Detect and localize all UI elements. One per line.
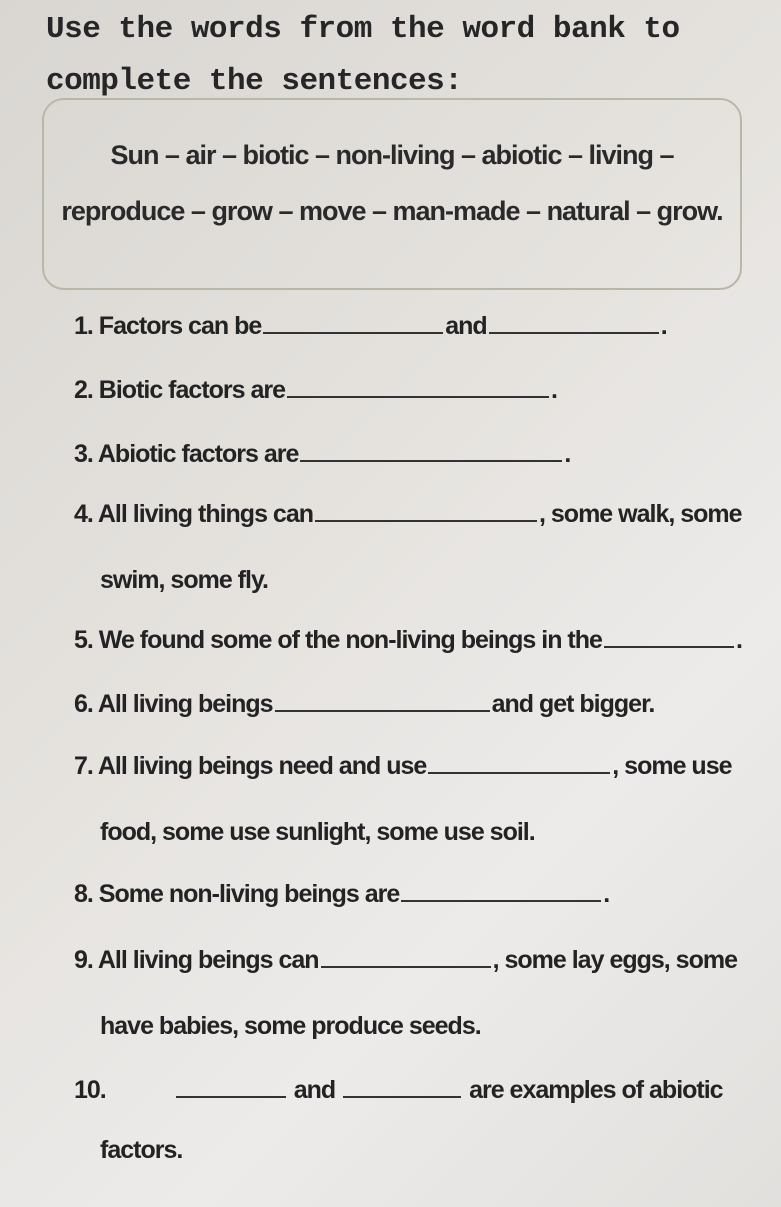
question-8 — [74, 880, 609, 909]
question-3 — [74, 440, 570, 469]
question-9-blank[interactable] — [321, 948, 491, 968]
question-9 — [74, 946, 737, 975]
question-8-blank[interactable] — [401, 882, 601, 902]
question-6-end: and get bigger. — [491, 690, 655, 718]
question-1 — [74, 312, 667, 341]
question-7-text: 7. All living beings need and use — [74, 752, 427, 780]
question-7-continuation: food, some use sunlight, some use soil. — [100, 818, 535, 846]
question-1-end: . — [660, 312, 667, 340]
question-7-blank[interactable] — [428, 754, 610, 774]
question-9-text: 9. All living beings can — [74, 946, 319, 974]
question-4 — [74, 500, 742, 529]
question-2-text: 2. Biotic factors are — [74, 376, 286, 404]
question-10-blank-1[interactable] — [176, 1078, 286, 1098]
question-3-blank[interactable] — [300, 442, 562, 462]
question-10-continuation: factors. — [100, 1136, 183, 1164]
question-4-text: 4. All living things can — [74, 500, 314, 528]
question-1-blank-1[interactable] — [263, 314, 443, 334]
word-bank-box — [42, 98, 742, 290]
question-8-text: 8. Some non-living beings are — [74, 880, 400, 908]
question-10-connector: and — [293, 1076, 336, 1104]
word-bank-line-1: Sun – air – biotic – non-living – abiotic – living – — [110, 140, 674, 170]
instructions: Use the words from the word bank to complete the sentences: — [46, 12, 680, 99]
question-2 — [74, 376, 557, 405]
question-6 — [74, 690, 654, 719]
question-4-continuation: swim, some fly. — [100, 566, 268, 594]
question-7 — [74, 752, 732, 781]
question-4-end: , some walk, some — [539, 500, 742, 528]
question-6-blank[interactable] — [275, 692, 490, 712]
question-1-connector: and — [445, 312, 487, 340]
question-5-end: . — [735, 626, 742, 654]
question-10-number: 10. — [74, 1076, 106, 1104]
question-8-end: . — [603, 880, 610, 908]
question-10-blank-2[interactable] — [343, 1078, 461, 1098]
question-3-end: . — [564, 440, 571, 468]
question-1-text: 1. Factors can be — [74, 312, 262, 340]
question-10-end: are examples of abiotic — [469, 1076, 723, 1104]
question-5-blank[interactable] — [604, 628, 734, 648]
question-7-end: , some use — [612, 752, 732, 780]
question-1-blank-2[interactable] — [489, 314, 659, 334]
question-5-text: 5. We found some of the non-living beings in the — [74, 626, 602, 654]
question-3-text: 3. Abiotic factors are — [74, 440, 299, 468]
question-4-blank[interactable] — [315, 502, 537, 522]
question-5 — [74, 626, 742, 655]
question-10 — [74, 1076, 723, 1105]
question-9-continuation: have babies, some produce seeds. — [100, 1012, 481, 1040]
question-2-end: . — [551, 376, 557, 404]
question-2-blank[interactable] — [287, 378, 549, 398]
question-6-text: 6. All living beings — [74, 690, 273, 718]
question-9-end: , some lay eggs, some — [492, 946, 737, 974]
word-bank-line-2: reproduce – grow – move – man-made – natural – grow. — [61, 196, 723, 226]
